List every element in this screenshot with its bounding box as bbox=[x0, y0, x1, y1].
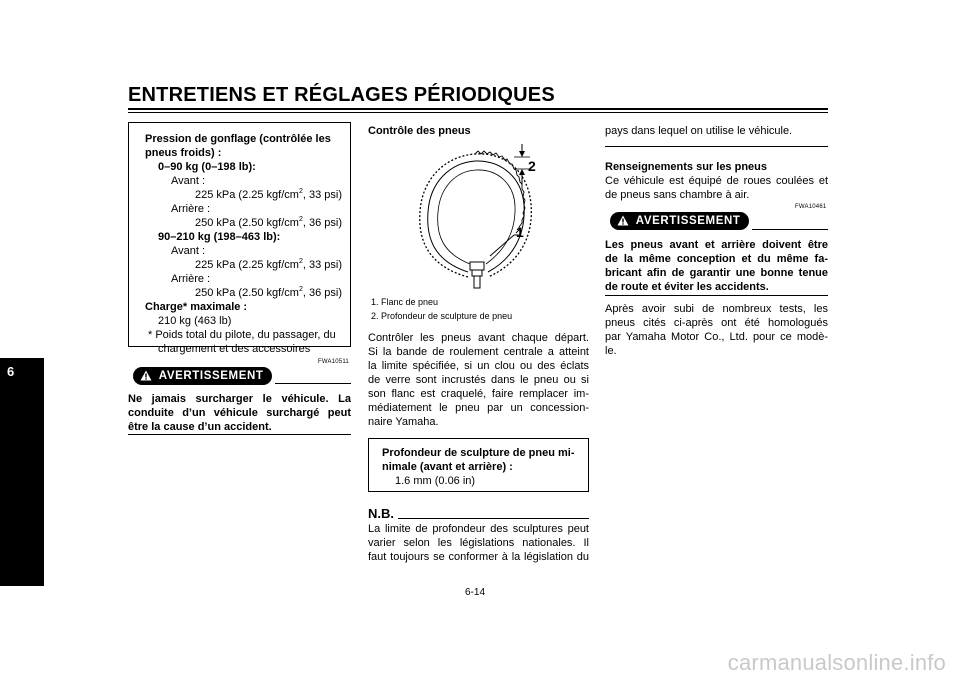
paragraph-line: de verre sont incrustés dans le pneu ou si bbox=[368, 374, 589, 386]
chapter-tab bbox=[0, 358, 44, 586]
legend-item: 2. Profondeur de sculpture de pneu bbox=[371, 311, 513, 321]
paragraph-line: pneus cités ci-après ont été homologués bbox=[605, 317, 828, 329]
tire-diagram bbox=[410, 140, 550, 290]
paragraph-line: la limite spécifiée, si un clou ou des éclats bbox=[368, 360, 589, 372]
spec-title-line: Profondeur de sculpture de pneu mi- bbox=[382, 447, 575, 459]
watermark: carmanualsonline.info bbox=[727, 650, 946, 675]
paragraph-line: son flanc est craquelé, faire remplacer im- bbox=[368, 388, 589, 400]
paragraph-line: pays dans lequel on utilise le véhicule. bbox=[605, 125, 793, 137]
title-rule bbox=[128, 108, 828, 110]
warning-code: FWA10461 bbox=[795, 204, 827, 210]
warning-rule bbox=[605, 295, 828, 296]
front-label: Avant : bbox=[171, 175, 206, 187]
rear-label: Arrière : bbox=[171, 273, 211, 285]
tread-depth-spec-box bbox=[368, 438, 589, 492]
rear-pressure-value: 250 kPa (2.50 kgf/$cm^2$, 36 psi) bbox=[195, 286, 342, 299]
page-number: 6-14 bbox=[465, 587, 486, 598]
paragraph-line: le. bbox=[605, 345, 617, 357]
front-pressure-value: 225 kPa (2.25 kgf/$cm^2$, 33 psi) bbox=[195, 258, 342, 271]
note-line: varier selon les législations nationales. Il bbox=[368, 537, 589, 549]
spec-title-line: Pression de gonflage (contrôlée les bbox=[145, 133, 331, 145]
spec-title-line: pneus froids) : bbox=[145, 147, 222, 159]
legend-item: 1. Flanc de pneu bbox=[371, 297, 439, 307]
warning-rule bbox=[128, 434, 351, 435]
warning-badge: AVERTISSEMENT bbox=[133, 367, 272, 385]
footnote-line: * Poids total du pilote, du passager, du bbox=[148, 329, 336, 341]
note-line: La limite de profondeur des sculptures peut bbox=[368, 523, 589, 535]
load-range-label: 90–210 kg (198–463 lb): bbox=[158, 231, 281, 243]
load-range-label: 0–90 kg (0–198 lb): bbox=[158, 161, 256, 173]
spec-title-line: nimale (avant et arrière) : bbox=[382, 461, 513, 473]
warning-code: FWA10511 bbox=[318, 359, 349, 365]
warning-text: de la même conception et du même fa- bbox=[605, 253, 828, 265]
paragraph-line: Si la bande de roulement centrale a atteint bbox=[368, 346, 589, 358]
warning-text: de route et éviter les accidents. bbox=[605, 281, 769, 293]
warning-text: Les pneus avant et arrière doivent être bbox=[605, 239, 828, 251]
tire-pressure-spec-box bbox=[128, 122, 351, 355]
footnote-line: chargement et des accessoires bbox=[158, 343, 311, 355]
max-load-value: 210 kg (463 lb) bbox=[158, 315, 232, 327]
paragraph-line: Ce véhicule est équipé de roues coulées et bbox=[605, 175, 828, 187]
title-rule bbox=[128, 112, 828, 113]
paragraph-line: naire Yamaha. bbox=[368, 416, 439, 428]
front-pressure-value: 225 kPa (2.25 kgf/$cm^2$, 33 psi) bbox=[195, 188, 342, 201]
warning-triangle-icon bbox=[140, 370, 152, 381]
section-rule bbox=[605, 146, 828, 147]
paragraph-line: médiatement le pneu par un concession- bbox=[368, 402, 589, 414]
callout-1: 1 bbox=[516, 224, 524, 240]
note-line: faut toujours se conformer à la législation du bbox=[368, 551, 589, 563]
warning-rule bbox=[275, 383, 351, 384]
warning-text: conduite d’un véhicule surchargé peut bbox=[128, 407, 351, 419]
warning-text: être la cause d’un accident. bbox=[128, 421, 272, 433]
nb-rule bbox=[398, 518, 589, 519]
warning-rule bbox=[752, 229, 828, 230]
warning-text: Ne jamais surcharger le véhicule. La bbox=[128, 393, 351, 405]
warning-badge: AVERTISSEMENT bbox=[610, 212, 749, 230]
page-title: ENTRETIENS ET RÉGLAGES PÉRIODIQUES bbox=[128, 84, 555, 106]
callout-2: 2 bbox=[528, 158, 536, 174]
rear-label: Arrière : bbox=[171, 203, 211, 215]
warning-text: bricant afin de garantir une bonne tenue bbox=[605, 267, 828, 279]
paragraph-line: par Yamaha Motor Co., Ltd. pour ce modè- bbox=[605, 331, 828, 343]
nb-label: N.B. bbox=[368, 506, 394, 521]
max-load-label: Charge* maximale : bbox=[145, 301, 248, 313]
paragraph-line: de pneus sans chambre à air. bbox=[605, 189, 750, 201]
paragraph-line: Contrôler les pneus avant chaque départ. bbox=[368, 332, 589, 344]
section-heading: Renseignements sur les pneus bbox=[605, 161, 767, 173]
warning-triangle-icon bbox=[617, 215, 629, 226]
paragraph-line: Après avoir subi de nombreux tests, les bbox=[605, 303, 828, 315]
chapter-number: 6 bbox=[7, 364, 15, 379]
front-label: Avant : bbox=[171, 245, 206, 257]
rear-pressure-value: 250 kPa (2.50 kgf/$cm^2$, 36 psi) bbox=[195, 216, 342, 229]
tread-depth-value: 1.6 mm (0.06 in) bbox=[395, 475, 476, 487]
section-heading: Contrôle des pneus bbox=[368, 125, 471, 137]
